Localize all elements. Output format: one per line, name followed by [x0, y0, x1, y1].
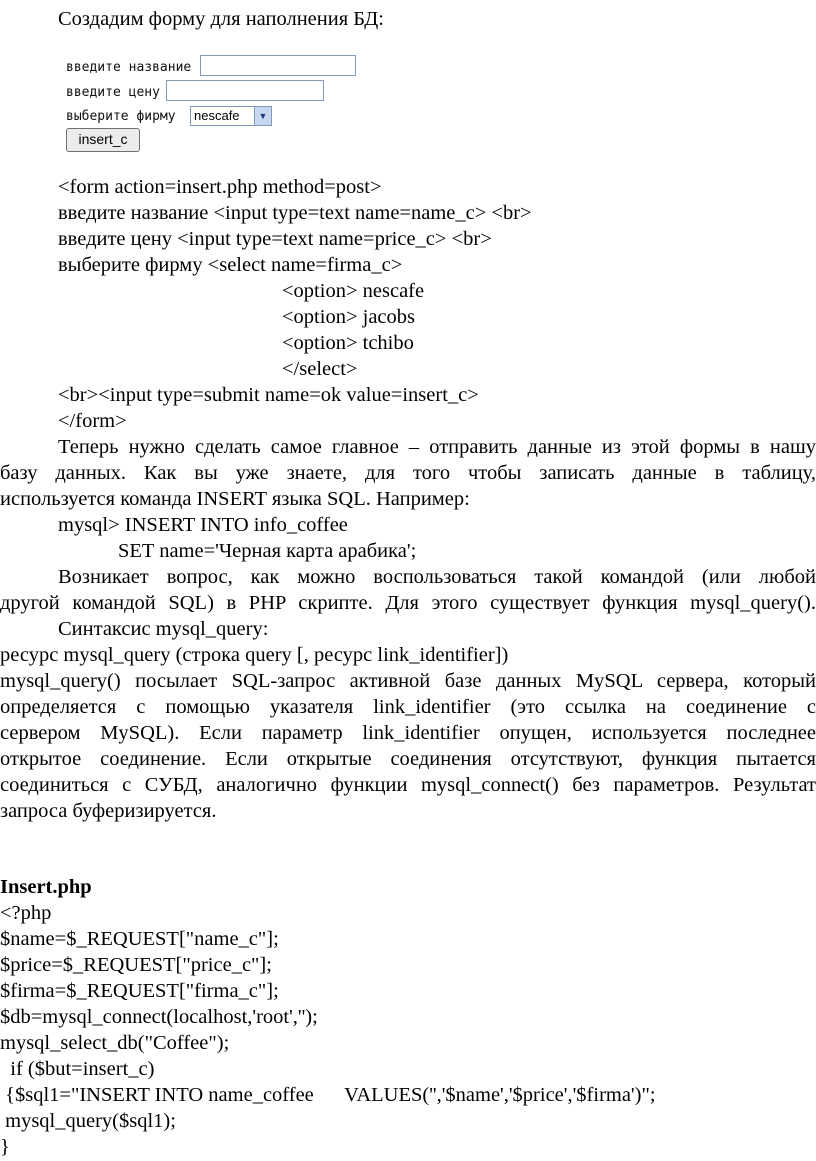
syntax-line: ресурс mysql_query (строка query [, ресурс link_identifier]) [0, 644, 509, 666]
paragraph-line: Возникает вопрос, как можно воспользоваться такой командой (или любой [58, 566, 816, 588]
paragraph-line: базу данных. Как вы уже знаете, для того чтобы записать данные в таблицу, [0, 462, 816, 484]
price-input[interactable] [166, 80, 324, 101]
sql-example-line: mysql> INSERT INTO info_coffee [58, 514, 348, 536]
chevron-down-icon[interactable]: ▼ [254, 107, 271, 125]
code-line: <br><input type=submit name=ok value=insert_c> [58, 384, 479, 406]
php-code-line: {$sql1="INSERT INTO name_coffee VALUES('','$name','$price','$firma')"; [0, 1084, 656, 1106]
paragraph-line: открытое соединение. Если открытые соединения отсутствуют, функция пытается [0, 748, 816, 770]
code-line: <option> nescafe [282, 280, 425, 302]
paragraph-line: определяется с помощью указателя link_identifier (это ссылка на соединение с [0, 696, 816, 718]
php-code-line: if ($but=insert_c) [0, 1058, 155, 1080]
code-line: выберите фирму <select name=firma_c> [58, 254, 403, 276]
code-line: введите цену <input type=text name=price_c> <br> [58, 228, 492, 250]
paragraph-line: используется команда INSERT языка SQL. Например: [0, 488, 470, 510]
syntax-title: Синтаксис mysql_query: [58, 618, 269, 640]
code-line: <form action=insert.php method=post> [58, 176, 382, 198]
php-file-title: Insert.php [0, 876, 92, 898]
php-code-line: } [0, 1136, 10, 1158]
form-preview [62, 52, 362, 152]
code-line: <option> jacobs [282, 306, 416, 328]
price-field-label: введите цену [66, 85, 160, 100]
section-heading: Создадим форму для наполнения БД: [58, 8, 384, 30]
sql-example-line: SET name='Черная карта арабика'; [118, 540, 417, 562]
php-code-line: $firma=$_REQUEST["firma_c"]; [0, 980, 279, 1002]
code-line: </select> [282, 358, 358, 380]
firm-select-value: nescafe [194, 108, 240, 123]
php-code-line: $db=mysql_connect(localhost,'root',''); [0, 1006, 318, 1028]
php-code-line: mysql_select_db("Coffee"); [0, 1032, 230, 1054]
code-line: введите название <input type=text name=name_c> <br> [58, 202, 532, 224]
php-code-line: mysql_query($sql1); [0, 1110, 176, 1132]
firm-select[interactable] [190, 106, 272, 126]
php-code-line: $name=$_REQUEST["name_c"]; [0, 928, 279, 950]
php-code-line: <?php [0, 902, 52, 924]
code-line: <option> tchibo [282, 332, 414, 354]
name-input[interactable] [200, 55, 356, 76]
firm-field-label: выберите фирму [66, 109, 176, 124]
paragraph-line: Теперь нужно сделать самое главное – отправить данные из этой формы в нашу [58, 436, 816, 458]
paragraph-line: mysql_query() посылает SQL-запрос активной базе данных MySQL сервера, который [0, 670, 816, 692]
php-code-line: $price=$_REQUEST["price_c"]; [0, 954, 272, 976]
paragraph-line: сервером MySQL). Если параметр link_identifier опущен, используется последнее [0, 722, 816, 744]
insert-submit-button[interactable]: insert_c [66, 128, 140, 152]
paragraph-line: другой командой SQL) в PHP скрипте. Для этого существует функция mysql_query(). [0, 592, 816, 614]
paragraph-line: запроса буферизируется. [0, 800, 217, 822]
paragraph-line: соединиться с СУБД, аналогично функции mysql_connect() без параметров. Результат [0, 774, 816, 796]
code-line: </form> [58, 410, 127, 432]
name-field-label: введите название [66, 60, 192, 75]
